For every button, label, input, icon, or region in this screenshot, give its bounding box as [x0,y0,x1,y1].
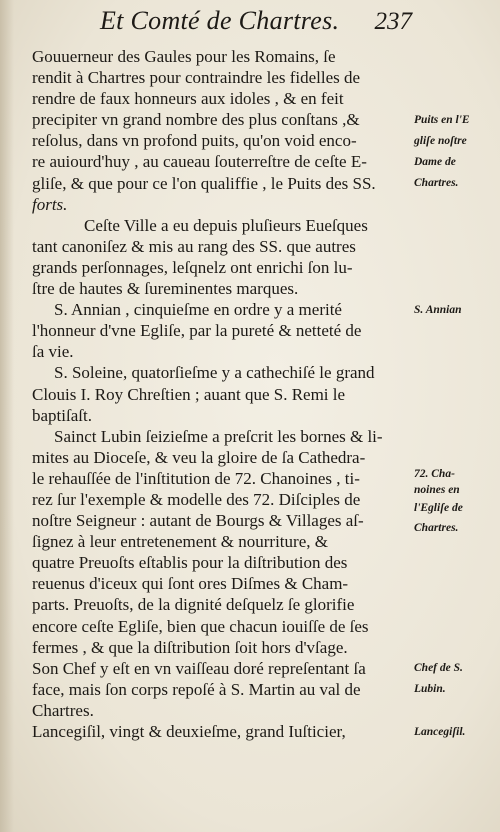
text-line: le rehauſſée de l'inſtitution de 72. Chanoines , ti- [32,468,360,488]
text-line: fermes , & que la diſtribution ſoit hors d'vſage. [32,637,348,657]
text-line: rendit à Chartres pour contraindre les fidelles de [32,68,361,88]
text-line: Son Chef y eſt en vn vaiſſeau doré repreſentant ſa [32,658,366,678]
text-line: face, mais ſon corps repoſé à S. Martin au val de [32,679,361,699]
text-line: tant canoniſez & mis au rang des SS. que autres [32,236,356,256]
text-line: mites au Dioceſe, & veu la gloire de ſa Cathedra- [32,447,366,467]
page-gutter-shadow [0,0,14,832]
text-line: rendre de faux honneurs aux idoles , & en feit [32,89,344,109]
text-line: parts. Preuoſts, de la dignité deſquelz ſe glorifie [32,595,355,615]
text-line: S. Soleine, quatorſieſme y a cathechiſé le grand [54,363,375,383]
text-line: rez ſur l'exemple & modelle des 72. Diſciples de [32,489,361,509]
margin-note: Chartres. [414,522,459,534]
page-number: 237 [374,8,412,35]
margin-note: Lubin. [414,683,446,695]
text-line: Lancegiſil, vingt & deuxieſme, grand Iuſticier, [32,722,346,741]
running-title: Et Comté de Chartres. [100,6,340,35]
margin-note: Puits en l'E [414,114,470,126]
margin-note: Chartres. [414,177,459,189]
text-line: baptiſaſt. [32,405,92,425]
margin-note: Chef de S. [414,662,463,674]
text-line: grands perſonnages, leſqnelz ont enrichi ſon lu- [32,257,353,277]
text-line: gliſe, & que pour ce l'on qualiffie , le Puits des SS. [32,173,376,193]
text-line: Sainct Lubin ſeizieſme a preſcrit les bornes & li- [54,426,383,446]
text-line: ſignez à leur entretenement & nourriture, & [32,532,328,552]
text-line: Clouis I. Roy Chreſtien ; auant que S. Remi le [32,384,346,404]
margin-note: noines en [414,484,460,496]
text-line: l'honneur d'vne Egliſe, par la pureté & netteté de [32,321,362,341]
text-line: Gouuerneur des Gaules pour les Romains, ſe [32,47,336,66]
text-line: quatre Preuoſts eſtablis pour la diſtribution des [32,553,348,573]
text-line: forts. [32,194,68,214]
text-line: ſa vie. [32,342,74,362]
text-line: precipiter vn grand nombre des plus conſtans ,& [32,110,360,130]
text-line: noſtre Seigneur : autant de Bourgs & Villages aſ- [32,511,364,531]
margin-note: gliſe noſtre [414,135,467,147]
text-line: encore ceſte Egliſe, bien que chacun iouiſſe de ſes [32,616,369,636]
body-text [32,46,412,742]
text-line: Chartres. [32,700,94,720]
text-line: Ceſte Ville a eu depuis pluſieurs Eueſques [84,215,368,235]
margin-note: 72. Cha- [414,468,455,480]
text-line: reuenus d'iceux qui ſont ores Diſmes & Cham- [32,574,349,594]
margin-note: S. Annian [414,304,462,316]
text-line: reſolus, dans vn profond puits, qu'on void enco- [32,131,357,151]
margin-note: l'Egliſe de [414,502,463,514]
margin-note: Dame de [414,156,456,168]
text-line: re auiourd'huy , au caueau ſouterreſtre de ceſte E- [32,152,367,172]
margin-note: Lancegiſil. [414,726,466,738]
text-line: S. Annian , cinquieſme en ordre y a merité [54,300,342,320]
text-line: ſtre de hautes & ſureminentes marques. [32,279,299,299]
